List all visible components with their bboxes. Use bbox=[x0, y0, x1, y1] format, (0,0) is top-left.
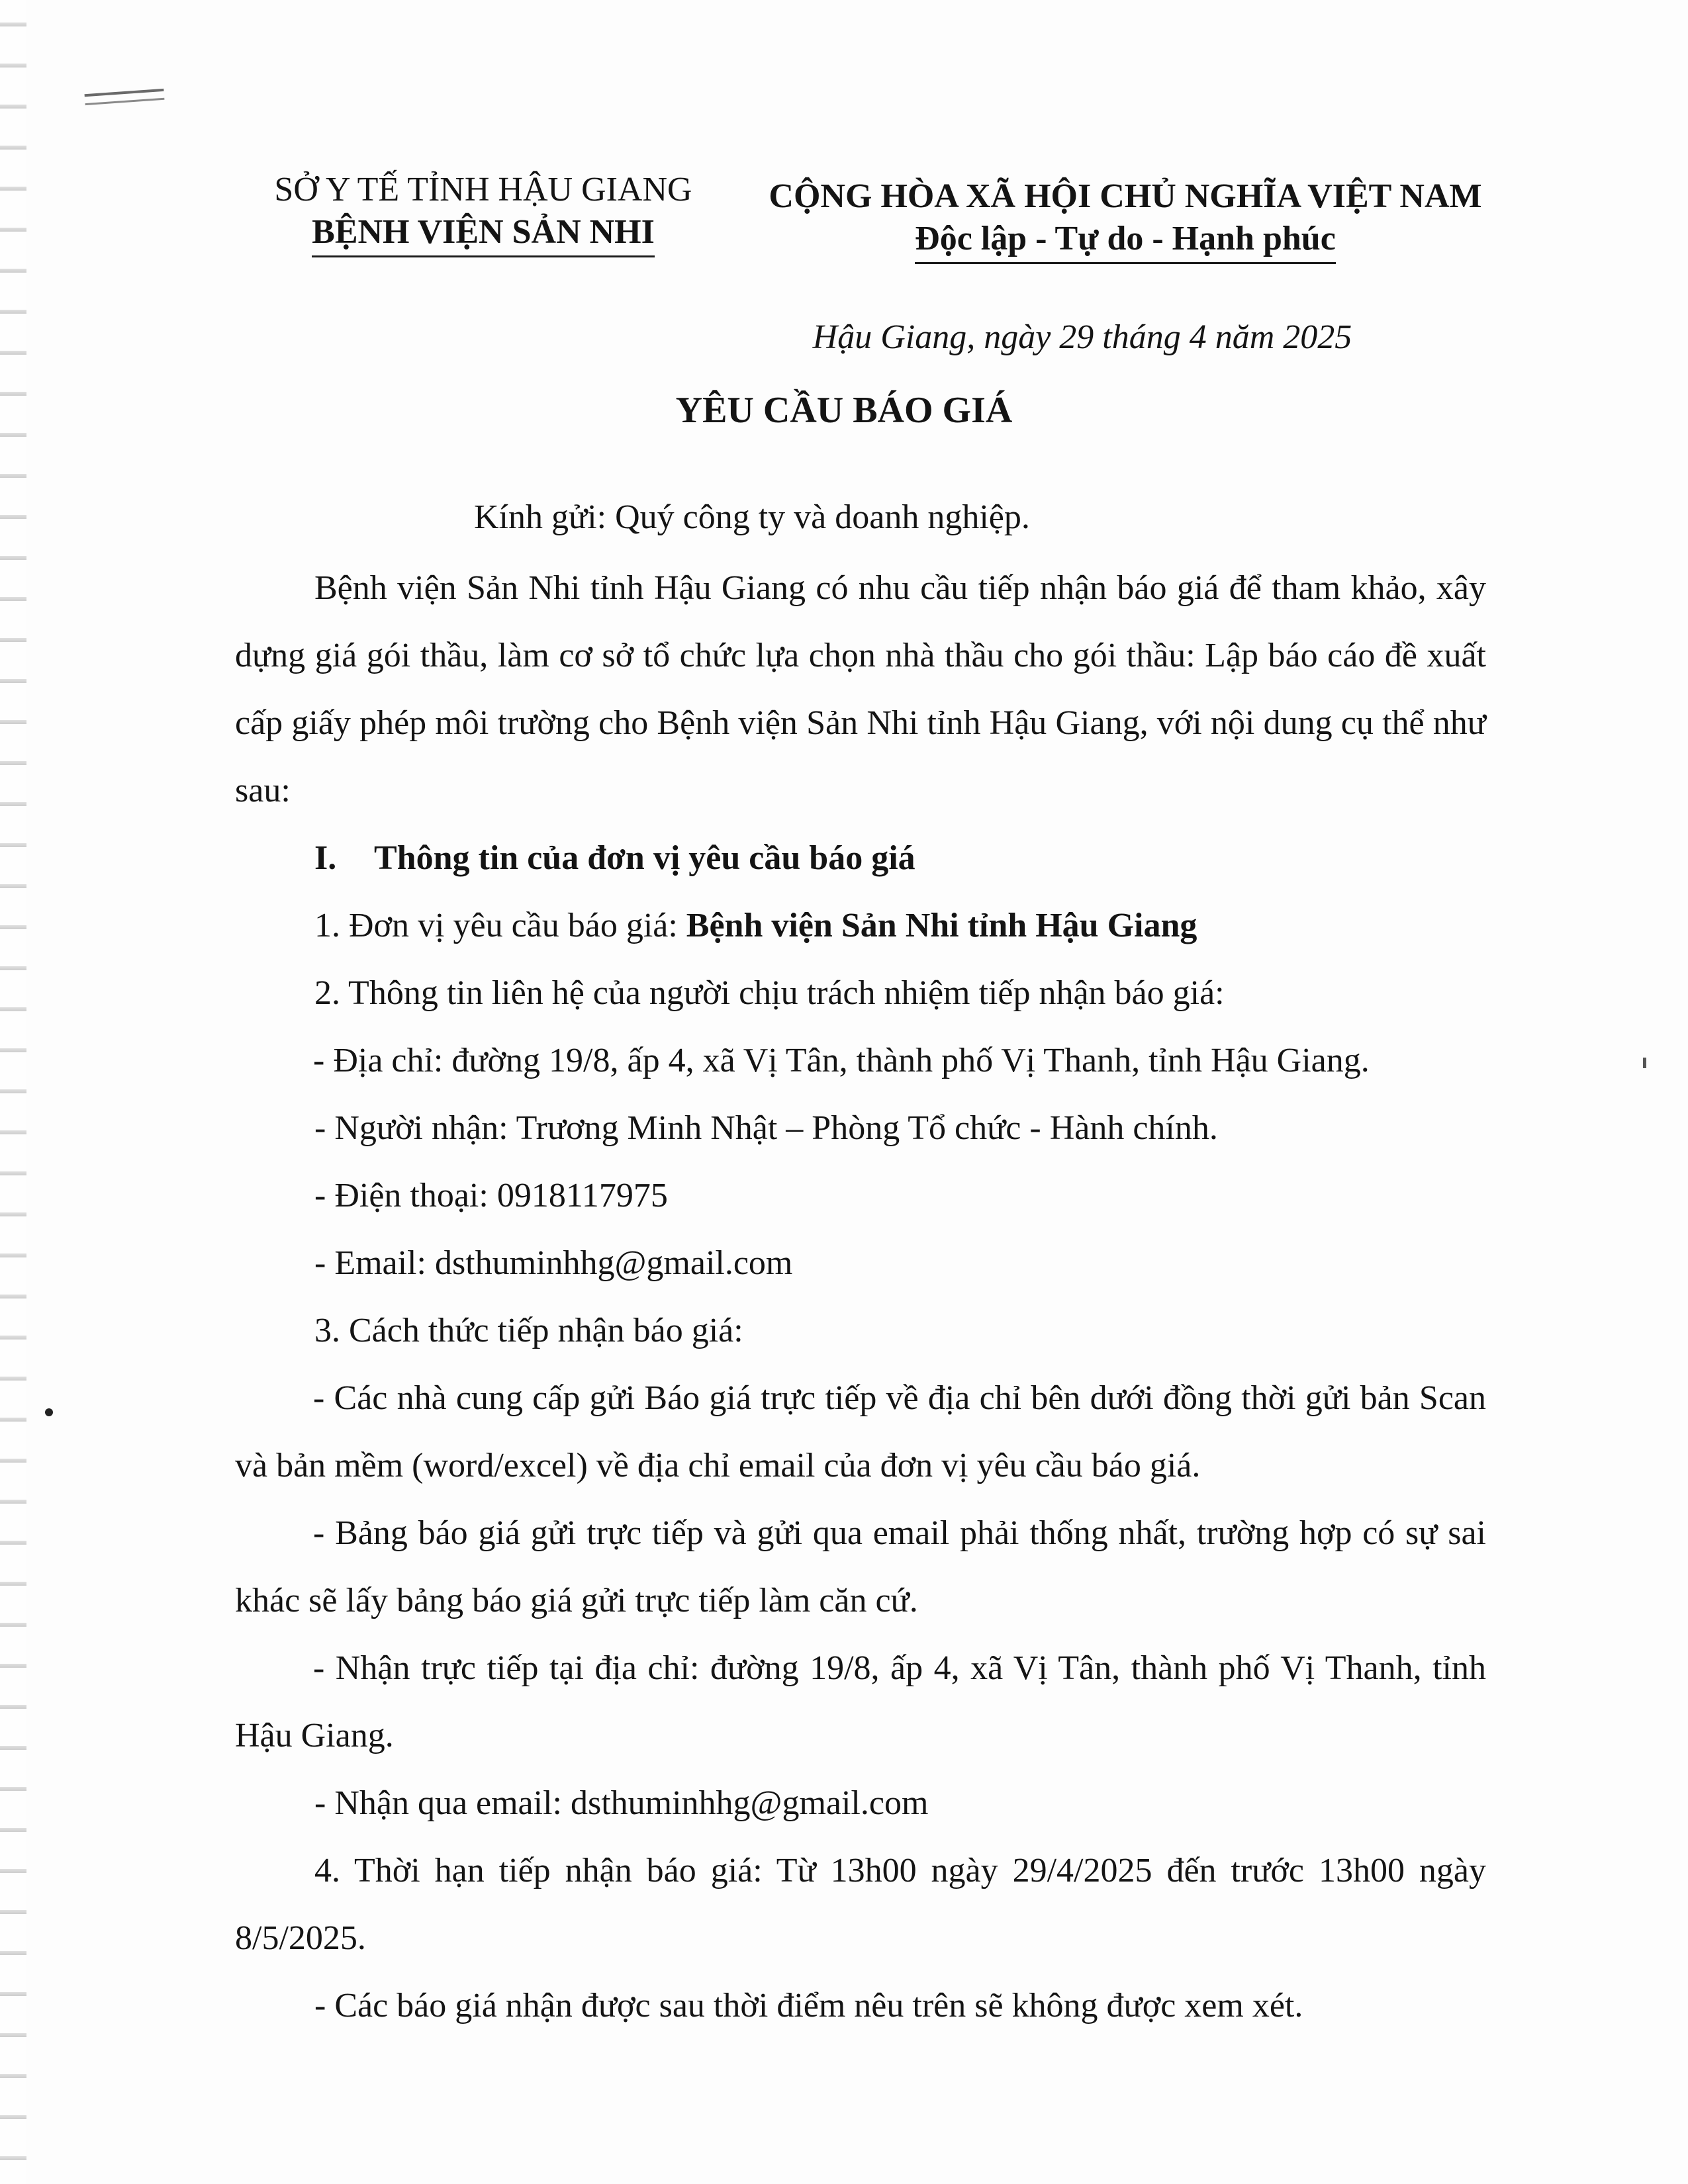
contact-email: - Email: dsthuminhhg@gmail.com bbox=[314, 1244, 793, 1282]
body-text bbox=[235, 555, 1486, 2040]
place-date: Hậu Giang, ngày 29 tháng 4 năm 2025 bbox=[812, 318, 1352, 356]
national-motto: Độc lập - Tự do - Hạnh phúc bbox=[915, 218, 1336, 264]
deadline: 4. Thời hạn tiếp nhận báo giá: Từ 13h00 ngày 29/4/2025 đến trước 13h00 ngày 8/5/2025. bbox=[235, 1852, 1486, 1957]
document-title: YÊU CẦU BÁO GIÁ bbox=[675, 390, 1013, 431]
contact-phone: - Điện thoại: 0918117975 bbox=[314, 1177, 668, 1214]
receipt-method-item: - Các nhà cung cấp gửi Báo giá trực tiếp về địa chỉ bên dưới đồng thời gửi bản Scan và bản mềm (word/excel) về địa chỉ email của đơn vị yêu cầu báo giá. bbox=[235, 1379, 1486, 1484]
contact-address: - Địa chỉ: đường 19/8, ấp 4, xã Vị Tân, thành phố Vị Thanh, tỉnh Hậu Giang. bbox=[313, 1042, 1370, 1079]
staple-mark bbox=[85, 89, 165, 105]
intro-paragraph: Bệnh viện Sản Nhi tỉnh Hậu Giang có nhu cầu tiếp nhận báo giá để tham khảo, xây dựng giá gói thầu, làm cơ sở tổ chức lựa chọn nhà thầu cho gói thầu: Lập báo cáo đề xuất cấp giấy phép môi trường cho Bệnh viện Sản Nhi tỉnh Hậu Giang, với nội dung cụ thể như sau: bbox=[235, 569, 1486, 809]
contact-info-label: 2. Thông tin liên hệ của người chịu trách nhiệm tiếp nhận báo giá: bbox=[314, 974, 1225, 1012]
national-title: CỘNG HÒA XÃ HỘI CHỦ NGHĨA VIỆT NAM bbox=[769, 177, 1482, 215]
salutation: Kính gửi: Quý công ty và doanh nghiệp. bbox=[474, 498, 1030, 536]
national-header bbox=[755, 175, 1496, 264]
scan-tick bbox=[1643, 1058, 1646, 1068]
receipt-method-item: - Bảng báo giá gửi trực tiếp và gửi qua email phải thống nhất, trường hợp có sự sai khác sẽ lấy bảng báo giá gửi trực tiếp làm căn cứ. bbox=[235, 1514, 1486, 1619]
receipt-method-label: 3. Cách thức tiếp nhận báo giá: bbox=[314, 1312, 743, 1349]
deadline-note: - Các báo giá nhận được sau thời điểm nêu trên sẽ không được xem xét. bbox=[314, 1987, 1303, 2025]
receipt-method-item: - Nhận qua email: dsthuminhhg@gmail.com bbox=[314, 1784, 929, 1822]
agency-parent: SỞ Y TẾ TỈNH HẬU GIANG bbox=[274, 171, 692, 208]
agency-name: BỆNH VIỆN SẢN NHI bbox=[312, 211, 655, 257]
agency-header bbox=[238, 169, 728, 257]
scan-edge-marks bbox=[0, 0, 26, 2184]
requesting-unit: 1. Đơn vị yêu cầu báo giá: Bệnh viện Sản Nhi tỉnh Hậu Giang bbox=[314, 907, 1197, 944]
contact-receiver: - Người nhận: Trương Minh Nhật – Phòng Tổ chức - Hành chính. bbox=[314, 1109, 1218, 1147]
receipt-method-item: - Nhận trực tiếp tại địa chỉ: đường 19/8, ấp 4, xã Vị Tân, thành phố Vị Thanh, tỉnh Hậu Giang. bbox=[235, 1649, 1486, 1754]
section-heading: I. Thông tin của đơn vị yêu cầu báo giá bbox=[314, 839, 915, 877]
scan-dot bbox=[45, 1408, 53, 1416]
